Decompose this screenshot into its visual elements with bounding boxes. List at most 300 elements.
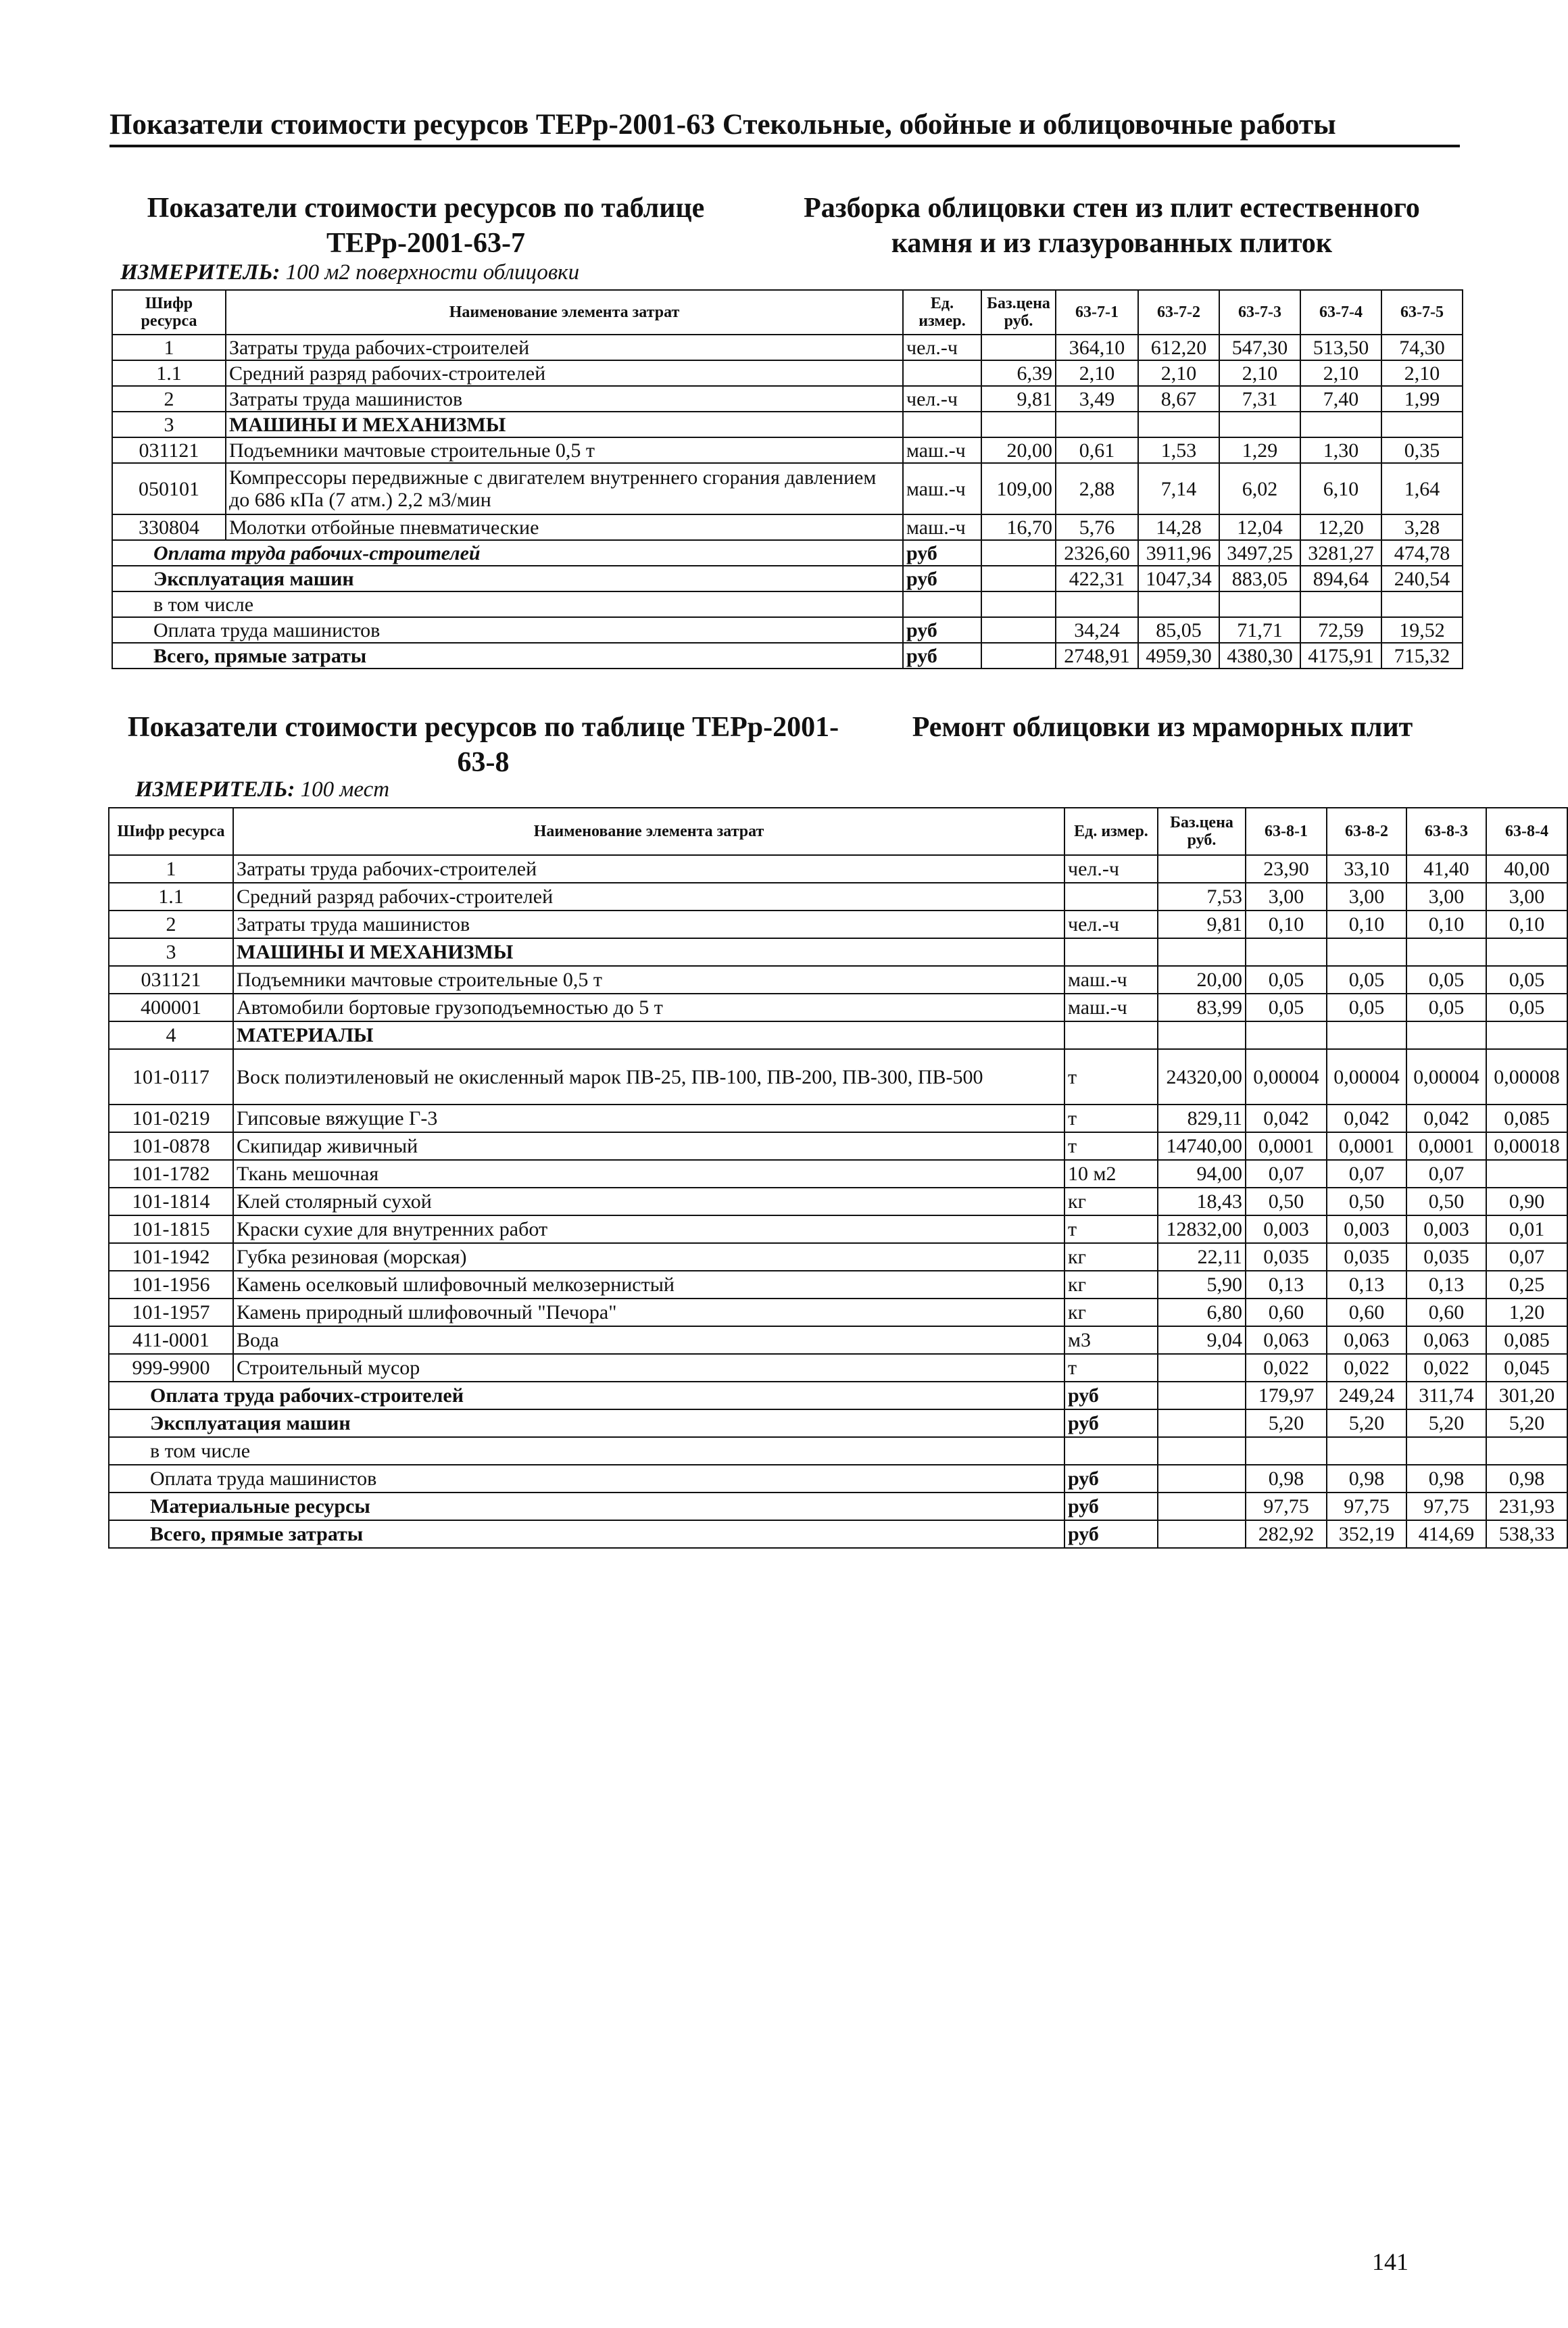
value-cell: 1047,34 bbox=[1138, 566, 1219, 591]
value-cell: 0,063 bbox=[1246, 1326, 1327, 1354]
value-cell: 2,10 bbox=[1381, 360, 1463, 386]
value-cell: 0,98 bbox=[1406, 1465, 1486, 1493]
table-row bbox=[112, 386, 1463, 412]
cost-element-name: Вода bbox=[233, 1326, 1064, 1354]
value-cell: 3,00 bbox=[1406, 883, 1486, 911]
cost-element-name: Гипсовые вяжущие Г-3 bbox=[233, 1105, 1064, 1132]
section2-measure-label: ИЗМЕРИТЕЛЬ: bbox=[135, 777, 295, 802]
cost-element-name: Клей столярный сухой bbox=[233, 1188, 1064, 1215]
value-cell: 414,69 bbox=[1406, 1520, 1486, 1548]
value-cell bbox=[1381, 591, 1463, 617]
table-63-7 bbox=[112, 289, 1463, 669]
table-row bbox=[109, 1021, 1567, 1049]
summary-row bbox=[109, 1465, 1567, 1493]
value-cell: 364,10 bbox=[1056, 335, 1138, 360]
unit: руб bbox=[903, 617, 981, 643]
value-cell: 547,30 bbox=[1219, 335, 1300, 360]
value-cell bbox=[1406, 1437, 1486, 1465]
summary-label: в том числе bbox=[109, 1437, 1064, 1465]
cost-element-name: Затраты труда рабочих-строителей bbox=[233, 855, 1064, 883]
unit: руб bbox=[903, 566, 981, 591]
value-cell bbox=[1486, 1437, 1567, 1465]
value-cell: 0,035 bbox=[1246, 1243, 1327, 1271]
value-cell: 12,04 bbox=[1219, 514, 1300, 540]
resource-code: 1 bbox=[109, 855, 233, 883]
value-cell: 12,20 bbox=[1300, 514, 1381, 540]
value-cell: 5,20 bbox=[1406, 1409, 1486, 1437]
base-price bbox=[1158, 855, 1246, 883]
value-cell: 0,50 bbox=[1246, 1188, 1327, 1215]
cost-element-name: Средний разряд рабочих-строителей bbox=[226, 360, 903, 386]
value-cell: 0,98 bbox=[1486, 1465, 1567, 1493]
resource-code: 1.1 bbox=[112, 360, 226, 386]
value-cell: 4175,91 bbox=[1300, 643, 1381, 669]
summary-label: Эксплуатация машин bbox=[109, 1409, 1064, 1437]
base-price bbox=[1158, 1354, 1246, 1382]
base-price bbox=[981, 540, 1056, 566]
value-cell: 538,33 bbox=[1486, 1520, 1567, 1548]
value-cell: 0,063 bbox=[1406, 1326, 1486, 1354]
resource-code: 999-9900 bbox=[109, 1354, 233, 1382]
unit bbox=[903, 591, 981, 617]
summary-label: Оплата труда рабочих-строителей bbox=[109, 1382, 1064, 1409]
value-cell: 6,02 bbox=[1219, 463, 1300, 514]
section1-title-right: Разборка облицовки стен из плит естественного камня и из глазурованных плиток bbox=[804, 193, 1420, 259]
value-cell: 2,10 bbox=[1138, 360, 1219, 386]
column-header: Наименование элемента затрат bbox=[226, 290, 903, 335]
cost-element-name: Затраты труда машинистов bbox=[226, 386, 903, 412]
value-cell: 0,50 bbox=[1327, 1188, 1406, 1215]
value-cell: 0,0001 bbox=[1406, 1132, 1486, 1160]
resource-code: 1.1 bbox=[109, 883, 233, 911]
value-cell: 0,063 bbox=[1327, 1326, 1406, 1354]
value-cell: 5,20 bbox=[1327, 1409, 1406, 1437]
table-row bbox=[112, 514, 1463, 540]
column-header: 63-7-1 bbox=[1056, 290, 1138, 335]
table-row bbox=[112, 360, 1463, 386]
section2-measure bbox=[135, 777, 389, 802]
value-cell: 3497,25 bbox=[1219, 540, 1300, 566]
cost-element-name: Средний разряд рабочих-строителей bbox=[233, 883, 1064, 911]
table-row bbox=[112, 412, 1463, 437]
table-header-row bbox=[112, 290, 1463, 335]
value-cell bbox=[1219, 591, 1300, 617]
column-header: 63-7-2 bbox=[1138, 290, 1219, 335]
cost-element-name: Скипидар живичный bbox=[233, 1132, 1064, 1160]
section2-title-left: Показатели стоимости ресурсов по таблице ТЕРр-2001-63-8 bbox=[127, 712, 839, 778]
base-price: 12832,00 bbox=[1158, 1215, 1246, 1243]
resource-code: 101-1942 bbox=[109, 1243, 233, 1271]
column-header: Ед. измер. bbox=[1064, 808, 1158, 855]
value-cell: 41,40 bbox=[1406, 855, 1486, 883]
summary-label: в том числе bbox=[112, 591, 903, 617]
base-price: 9,04 bbox=[1158, 1326, 1246, 1354]
value-cell: 0,042 bbox=[1406, 1105, 1486, 1132]
base-price: 20,00 bbox=[1158, 966, 1246, 994]
value-cell: 301,20 bbox=[1486, 1382, 1567, 1409]
value-cell: 5,76 bbox=[1056, 514, 1138, 540]
column-header: 63-7-3 bbox=[1219, 290, 1300, 335]
table-row bbox=[112, 335, 1463, 360]
base-price: 20,00 bbox=[981, 437, 1056, 463]
base-price bbox=[981, 617, 1056, 643]
value-cell: 0,35 bbox=[1381, 437, 1463, 463]
value-cell: 0,05 bbox=[1406, 994, 1486, 1021]
value-cell: 97,75 bbox=[1406, 1493, 1486, 1520]
unit bbox=[1064, 883, 1158, 911]
value-cell: 0,07 bbox=[1246, 1160, 1327, 1188]
value-cell: 7,14 bbox=[1138, 463, 1219, 514]
value-cell: 0,045 bbox=[1486, 1354, 1567, 1382]
base-price: 16,70 bbox=[981, 514, 1056, 540]
value-cell bbox=[1486, 938, 1567, 966]
value-cell: 23,90 bbox=[1246, 855, 1327, 883]
unit: чел.-ч bbox=[903, 335, 981, 360]
table-row bbox=[109, 938, 1567, 966]
unit: руб bbox=[903, 643, 981, 669]
value-cell: 0,00004 bbox=[1246, 1049, 1327, 1105]
column-header: Шифр ресурса bbox=[109, 808, 233, 855]
cost-element-name: Ткань мешочная bbox=[233, 1160, 1064, 1188]
base-price: 7,53 bbox=[1158, 883, 1246, 911]
base-price: 109,00 bbox=[981, 463, 1056, 514]
table-row bbox=[109, 1049, 1567, 1105]
unit: маш.-ч bbox=[903, 437, 981, 463]
value-cell: 612,20 bbox=[1138, 335, 1219, 360]
resource-code: 101-1956 bbox=[109, 1271, 233, 1299]
value-cell: 34,24 bbox=[1056, 617, 1138, 643]
section2-measure-value: 100 мест bbox=[300, 777, 390, 802]
summary-label: Оплата труда машинистов bbox=[109, 1465, 1064, 1493]
value-cell: 894,64 bbox=[1300, 566, 1381, 591]
base-price: 6,39 bbox=[981, 360, 1056, 386]
value-cell: 422,31 bbox=[1056, 566, 1138, 591]
base-price bbox=[981, 591, 1056, 617]
base-price bbox=[1158, 1409, 1246, 1437]
value-cell: 513,50 bbox=[1300, 335, 1381, 360]
cost-element-name: Подъемники мачтовые строительные 0,5 т bbox=[226, 437, 903, 463]
section1-measure bbox=[120, 260, 579, 285]
value-cell bbox=[1300, 412, 1381, 437]
value-cell bbox=[1246, 1021, 1327, 1049]
table-row bbox=[109, 883, 1567, 911]
value-cell: 282,92 bbox=[1246, 1520, 1327, 1548]
summary-row bbox=[112, 643, 1463, 669]
unit: руб bbox=[1064, 1493, 1158, 1520]
value-cell: 0,01 bbox=[1486, 1215, 1567, 1243]
cost-element-name: Краски сухие для внутренних работ bbox=[233, 1215, 1064, 1243]
value-cell: 0,10 bbox=[1406, 911, 1486, 938]
value-cell bbox=[1246, 1437, 1327, 1465]
value-cell: 0,022 bbox=[1246, 1354, 1327, 1382]
resource-code: 3 bbox=[112, 412, 226, 437]
value-cell: 0,00004 bbox=[1327, 1049, 1406, 1105]
resource-code: 101-0117 bbox=[109, 1049, 233, 1105]
value-cell: 231,93 bbox=[1486, 1493, 1567, 1520]
table-row bbox=[109, 911, 1567, 938]
column-header: 63-7-5 bbox=[1381, 290, 1463, 335]
column-header: Баз.цена руб. bbox=[981, 290, 1056, 335]
base-price bbox=[1158, 1382, 1246, 1409]
value-cell: 7,31 bbox=[1219, 386, 1300, 412]
unit: маш.-ч bbox=[1064, 994, 1158, 1021]
page-number: 141 bbox=[1372, 2248, 1408, 2275]
cost-element-name: Затраты труда машинистов bbox=[233, 911, 1064, 938]
unit: т bbox=[1064, 1049, 1158, 1105]
value-cell: 19,52 bbox=[1381, 617, 1463, 643]
resource-code: 031121 bbox=[112, 437, 226, 463]
resource-code: 411-0001 bbox=[109, 1326, 233, 1354]
value-cell: 0,003 bbox=[1246, 1215, 1327, 1243]
base-price: 18,43 bbox=[1158, 1188, 1246, 1215]
value-cell: 0,60 bbox=[1327, 1299, 1406, 1326]
base-price: 829,11 bbox=[1158, 1105, 1246, 1132]
summary-row bbox=[109, 1520, 1567, 1548]
value-cell: 0,07 bbox=[1406, 1160, 1486, 1188]
unit: кг bbox=[1064, 1188, 1158, 1215]
value-cell: 0,05 bbox=[1406, 966, 1486, 994]
cost-element-name: Подъемники мачтовые строительные 0,5 т bbox=[233, 966, 1064, 994]
base-price: 9,81 bbox=[981, 386, 1056, 412]
value-cell: 0,10 bbox=[1246, 911, 1327, 938]
value-cell: 0,07 bbox=[1486, 1243, 1567, 1271]
base-price: 6,80 bbox=[1158, 1299, 1246, 1326]
value-cell: 2,10 bbox=[1056, 360, 1138, 386]
value-cell: 0,00004 bbox=[1406, 1049, 1486, 1105]
unit: маш.-ч bbox=[1064, 966, 1158, 994]
resource-code: 4 bbox=[109, 1021, 233, 1049]
value-cell: 1,30 bbox=[1300, 437, 1381, 463]
value-cell: 0,98 bbox=[1327, 1465, 1406, 1493]
column-header: 63-8-2 bbox=[1327, 808, 1406, 855]
value-cell: 0,50 bbox=[1406, 1188, 1486, 1215]
base-price: 14740,00 bbox=[1158, 1132, 1246, 1160]
value-cell: 0,05 bbox=[1246, 994, 1327, 1021]
value-cell: 0,00008 bbox=[1486, 1049, 1567, 1105]
value-cell: 352,19 bbox=[1327, 1520, 1406, 1548]
unit bbox=[903, 360, 981, 386]
value-cell: 97,75 bbox=[1246, 1493, 1327, 1520]
resource-code: 101-1814 bbox=[109, 1188, 233, 1215]
unit: маш.-ч bbox=[903, 514, 981, 540]
value-cell: 0,25 bbox=[1486, 1271, 1567, 1299]
unit: 10 м2 bbox=[1064, 1160, 1158, 1188]
value-cell: 0,05 bbox=[1327, 994, 1406, 1021]
base-price: 94,00 bbox=[1158, 1160, 1246, 1188]
value-cell: 5,20 bbox=[1246, 1409, 1327, 1437]
summary-row bbox=[112, 566, 1463, 591]
value-cell: 0,10 bbox=[1486, 911, 1567, 938]
base-price: 22,11 bbox=[1158, 1243, 1246, 1271]
section2-title-right: Ремонт облицовки из мраморных плит bbox=[912, 712, 1413, 743]
value-cell: 40,00 bbox=[1486, 855, 1567, 883]
resource-code: 101-1957 bbox=[109, 1299, 233, 1326]
base-price bbox=[981, 412, 1056, 437]
value-cell: 0,10 bbox=[1327, 911, 1406, 938]
value-cell: 85,05 bbox=[1138, 617, 1219, 643]
value-cell: 0,085 bbox=[1486, 1326, 1567, 1354]
table-header-row bbox=[109, 808, 1567, 855]
value-cell bbox=[1486, 1021, 1567, 1049]
unit: м3 bbox=[1064, 1326, 1158, 1354]
cost-element-name: Компрессоры передвижные с двигателем внутреннего сгорания давлением до 686 кПа (7 атм.) 2,2 м3/мин bbox=[226, 463, 903, 514]
value-cell bbox=[1219, 412, 1300, 437]
summary-label: Материальные ресурсы bbox=[109, 1493, 1064, 1520]
value-cell: 2326,60 bbox=[1056, 540, 1138, 566]
table-row bbox=[109, 1188, 1567, 1215]
unit: кг bbox=[1064, 1243, 1158, 1271]
base-price bbox=[1158, 1021, 1246, 1049]
value-cell: 2,10 bbox=[1219, 360, 1300, 386]
unit: чел.-ч bbox=[1064, 855, 1158, 883]
resource-code: 330804 bbox=[112, 514, 226, 540]
summary-label: Эксплуатация машин bbox=[112, 566, 903, 591]
value-cell: 0,003 bbox=[1327, 1215, 1406, 1243]
value-cell: 0,042 bbox=[1327, 1105, 1406, 1132]
value-cell: 2,10 bbox=[1300, 360, 1381, 386]
value-cell: 0,05 bbox=[1486, 966, 1567, 994]
table-row bbox=[109, 1160, 1567, 1188]
unit: т bbox=[1064, 1215, 1158, 1243]
cost-element-name: Строительный мусор bbox=[233, 1354, 1064, 1382]
value-cell: 4959,30 bbox=[1138, 643, 1219, 669]
value-cell: 1,99 bbox=[1381, 386, 1463, 412]
summary-row bbox=[112, 617, 1463, 643]
table-row bbox=[109, 1354, 1567, 1382]
value-cell: 179,97 bbox=[1246, 1382, 1327, 1409]
unit bbox=[903, 412, 981, 437]
value-cell bbox=[1381, 412, 1463, 437]
value-cell: 2748,91 bbox=[1056, 643, 1138, 669]
base-price: 5,90 bbox=[1158, 1271, 1246, 1299]
column-header: Наименование элемента затрат bbox=[233, 808, 1064, 855]
summary-row bbox=[112, 540, 1463, 566]
value-cell bbox=[1327, 1437, 1406, 1465]
cost-element-name: Камень оселковый шлифовочный мелкозернистый bbox=[233, 1271, 1064, 1299]
value-cell: 7,40 bbox=[1300, 386, 1381, 412]
unit: маш.-ч bbox=[903, 463, 981, 514]
unit: руб bbox=[1064, 1409, 1158, 1437]
value-cell: 1,64 bbox=[1381, 463, 1463, 514]
resource-code: 050101 bbox=[112, 463, 226, 514]
value-cell: 0,60 bbox=[1406, 1299, 1486, 1326]
cost-element-name: Камень природный шлифовочный "Печора" bbox=[233, 1299, 1064, 1326]
summary-row bbox=[109, 1409, 1567, 1437]
cost-element-name: МАТЕРИАЛЫ bbox=[233, 1021, 1064, 1049]
unit: т bbox=[1064, 1105, 1158, 1132]
unit: руб bbox=[1064, 1520, 1158, 1548]
value-cell: 883,05 bbox=[1219, 566, 1300, 591]
resource-code: 101-0219 bbox=[109, 1105, 233, 1132]
value-cell: 0,98 bbox=[1246, 1465, 1327, 1493]
resource-code: 101-1815 bbox=[109, 1215, 233, 1243]
value-cell bbox=[1327, 1021, 1406, 1049]
resource-code: 101-1782 bbox=[109, 1160, 233, 1188]
summary-row bbox=[109, 1493, 1567, 1520]
summary-label: Оплата труда рабочих-строителей bbox=[112, 540, 903, 566]
value-cell: 0,042 bbox=[1246, 1105, 1327, 1132]
value-cell: 4380,30 bbox=[1219, 643, 1300, 669]
unit: руб bbox=[903, 540, 981, 566]
base-price bbox=[981, 335, 1056, 360]
unit: кг bbox=[1064, 1271, 1158, 1299]
summary-label: Оплата труда машинистов bbox=[112, 617, 903, 643]
cost-element-name: Воск полиэтиленовый не окисленный марок ПВ-25, ПВ-100, ПВ-200, ПВ-300, ПВ-500 bbox=[233, 1049, 1064, 1105]
value-cell: 14,28 bbox=[1138, 514, 1219, 540]
table-row bbox=[112, 463, 1463, 514]
column-header: 63-8-1 bbox=[1246, 808, 1327, 855]
value-cell bbox=[1406, 1021, 1486, 1049]
table-row bbox=[109, 1215, 1567, 1243]
value-cell: 0,61 bbox=[1056, 437, 1138, 463]
table-row bbox=[109, 1326, 1567, 1354]
table-row bbox=[109, 1299, 1567, 1326]
value-cell bbox=[1138, 591, 1219, 617]
table-row bbox=[109, 1132, 1567, 1160]
value-cell: 0,022 bbox=[1406, 1354, 1486, 1382]
value-cell: 0,035 bbox=[1327, 1243, 1406, 1271]
column-header: Ед. измер. bbox=[903, 290, 981, 335]
value-cell: 0,0001 bbox=[1246, 1132, 1327, 1160]
value-cell: 0,05 bbox=[1246, 966, 1327, 994]
base-price: 24320,00 bbox=[1158, 1049, 1246, 1105]
value-cell: 715,32 bbox=[1381, 643, 1463, 669]
value-cell: 3281,27 bbox=[1300, 540, 1381, 566]
resource-code: 2 bbox=[109, 911, 233, 938]
unit bbox=[1064, 1437, 1158, 1465]
value-cell: 1,20 bbox=[1486, 1299, 1567, 1326]
table-row bbox=[109, 994, 1567, 1021]
value-cell: 0,05 bbox=[1486, 994, 1567, 1021]
base-price bbox=[1158, 1520, 1246, 1548]
value-cell: 33,10 bbox=[1327, 855, 1406, 883]
table-row bbox=[109, 1271, 1567, 1299]
column-header: 63-8-3 bbox=[1406, 808, 1486, 855]
cost-element-name: МАШИНЫ И МЕХАНИЗМЫ bbox=[226, 412, 903, 437]
value-cell bbox=[1327, 938, 1406, 966]
base-price bbox=[981, 566, 1056, 591]
base-price bbox=[981, 643, 1056, 669]
unit: кг bbox=[1064, 1299, 1158, 1326]
value-cell bbox=[1246, 938, 1327, 966]
value-cell: 1,29 bbox=[1219, 437, 1300, 463]
base-price bbox=[1158, 1493, 1246, 1520]
column-header: 63-8-4 bbox=[1486, 808, 1567, 855]
table-row bbox=[112, 437, 1463, 463]
value-cell bbox=[1486, 1160, 1567, 1188]
value-cell: 1,53 bbox=[1138, 437, 1219, 463]
table-row bbox=[109, 855, 1567, 883]
unit bbox=[1064, 938, 1158, 966]
value-cell bbox=[1056, 412, 1138, 437]
value-cell: 3,00 bbox=[1246, 883, 1327, 911]
table-row bbox=[109, 966, 1567, 994]
value-cell: 0,085 bbox=[1486, 1105, 1567, 1132]
value-cell: 0,0001 bbox=[1327, 1132, 1406, 1160]
value-cell: 72,59 bbox=[1300, 617, 1381, 643]
value-cell: 311,74 bbox=[1406, 1382, 1486, 1409]
value-cell: 0,003 bbox=[1406, 1215, 1486, 1243]
value-cell bbox=[1138, 412, 1219, 437]
value-cell: 3,28 bbox=[1381, 514, 1463, 540]
value-cell: 0,05 bbox=[1327, 966, 1406, 994]
base-price bbox=[1158, 1465, 1246, 1493]
base-price bbox=[1158, 1437, 1246, 1465]
summary-label: Всего, прямые затраты bbox=[112, 643, 903, 669]
section1-measure-label: ИЗМЕРИТЕЛЬ: bbox=[120, 260, 280, 285]
value-cell: 0,035 bbox=[1406, 1243, 1486, 1271]
section1-title-left: Показатели стоимости ресурсов по таблице ТЕРр-2001-63-7 bbox=[147, 193, 705, 259]
